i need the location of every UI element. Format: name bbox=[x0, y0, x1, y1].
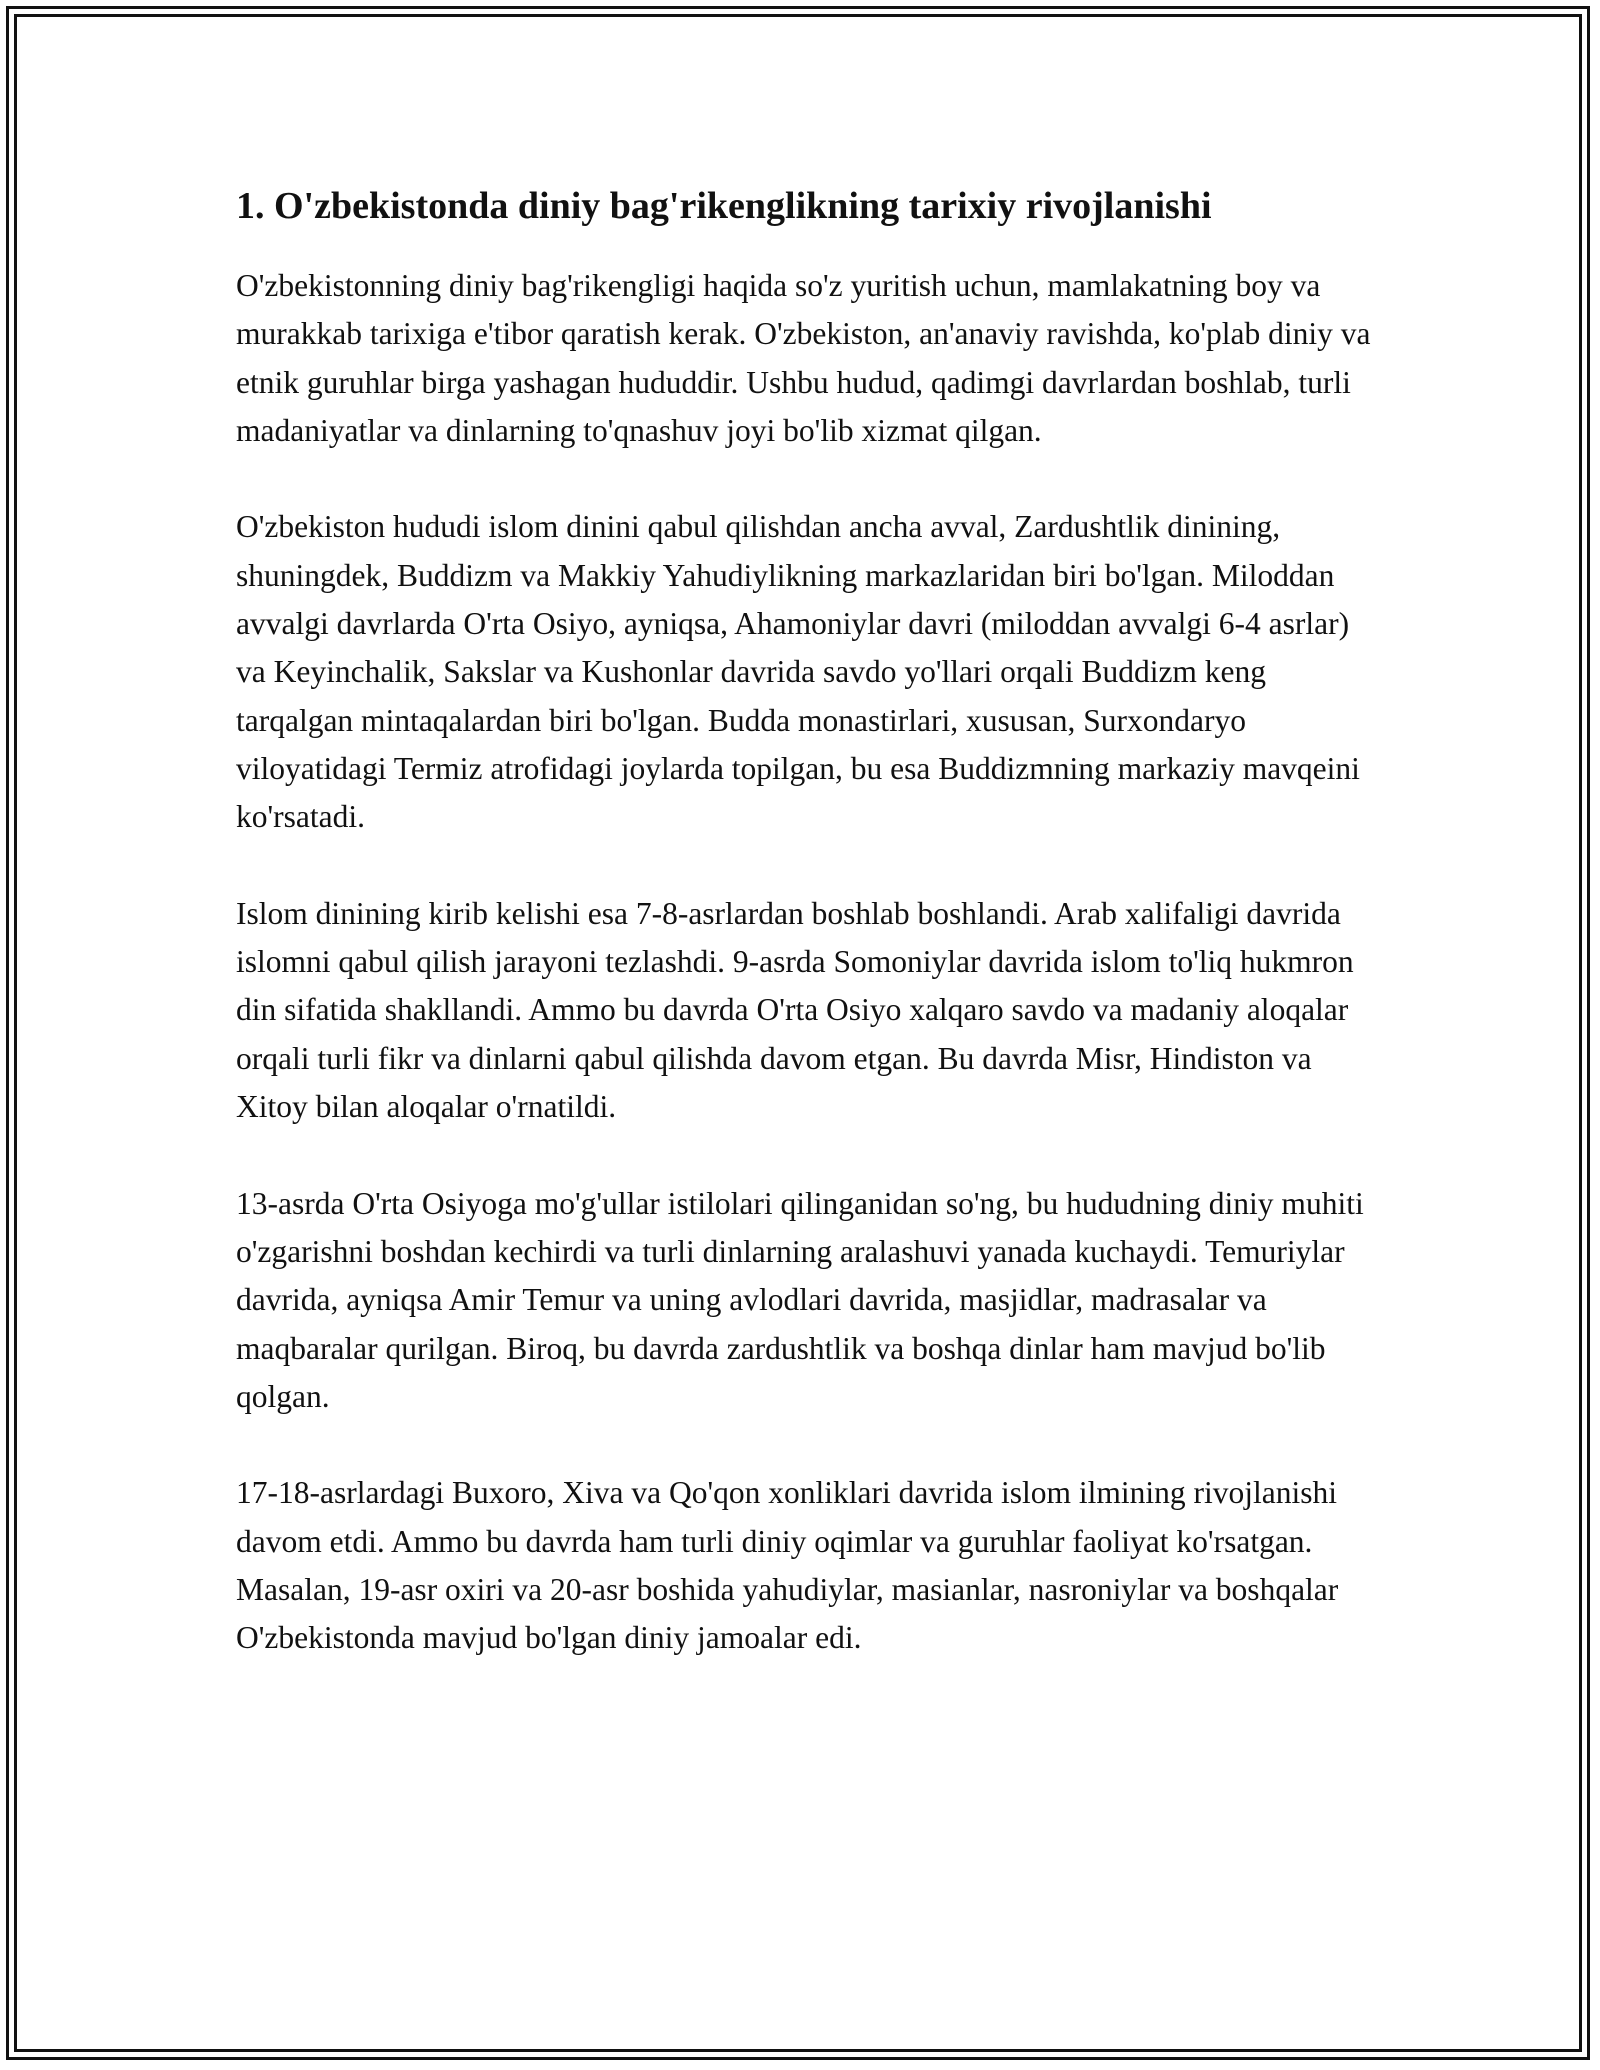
paragraph-1: O'zbekistonning diniy bag'rikengligi haqida so'z yuritish uchun, mamlakatning boy va murakkab tarixiga e'tibor qaratish kerak. O'zbekiston, an'anaviy ravishda, ko'plab diniy va etnik guruhlar birga yashagan hududdir. Ushbu hudud, qadimgi davrlardan boshlab, turli madaniyatlar va dinlarning to'qnashuv joyi bo'lib xizmat qilgan. bbox=[236, 268, 1371, 448]
paragraph-4: 13-asrda O'rta Osiyoga mo'g'ullar istilolari qilinganidan so'ng, bu hududning diniy muhiti o'zgarishni boshdan kechirdi va turli dinlarning aralashuvi yanada kuchaydi. Temuriylar davrida, ayniqsa Amir Temur va uning avlodlari davrida, masjidlar, madrasalar va maqbaralar qurilgan. Biroq, bu davrda zardushtlik va boshqa dinlar ham mavjud bo'lib qolgan. bbox=[236, 1185, 1364, 1414]
document-body bbox=[236, 182, 1376, 1711]
section-heading: 1. O'zbekistonda diniy bag'rikenglikning tarixiy rivojlanishi bbox=[236, 185, 1212, 227]
paragraph-3: Islom dinining kirib kelishi esa 7-8-asrlardan boshlab boshlandi. Arab xalifaligi davrida islomni qabul qilish jarayoni tezlashdi. 9-asrda Somoniylar davrida islom to'liq hukmron din sifatida shakllandi. Ammo bu davrda O'rta Osiyo xalqaro savdo va madaniy aloqalar orqali turli fikr va dinlarni qabul qilishda davom etgan. Bu davrda Misr, Hindiston va Xitoy bilan aloqalar o'rnatildi. bbox=[236, 895, 1354, 1125]
paragraph-2: O'zbekiston hududi islom dinini qabul qilishdan ancha avval, Zardushtlik dinining, shuningdek, Buddizm va Makkiy Yahudiylikning markazlaridan biri bo'lgan. Miloddan avvalgi davrlarda O'rta Osiyo, ayniqsa, Ahamoniylar davri (miloddan avvalgi 6-4 asrlar) va Keyinchalik, Sakslar va Kushonlar davrida savdo yo'llari orqali Buddizm keng tarqalgan mintaqalardan biri bo'lgan. Budda monastirlari, xususan, Surxondaryo viloyatidagi Termiz atrofidagi joylarda topilgan, bu esa Buddizmning markaziy mavqeini ko'rsatadi. bbox=[236, 509, 1360, 835]
paragraph-5: 17-18-asrlardagi Buxoro, Xiva va Qo'qon xonliklari davrida islom ilmining rivojlanishi davom etdi. Ammo bu davrda ham turli diniy oqimlar va guruhlar faoliyat ko'rsatgan. Masalan, 19-asr oxiri va 20-asr boshida yahudiylar, masianlar, nasroniylar va boshqalar O'zbekistonda mavjud bo'lgan diniy jamoalar edi. bbox=[236, 1475, 1339, 1656]
